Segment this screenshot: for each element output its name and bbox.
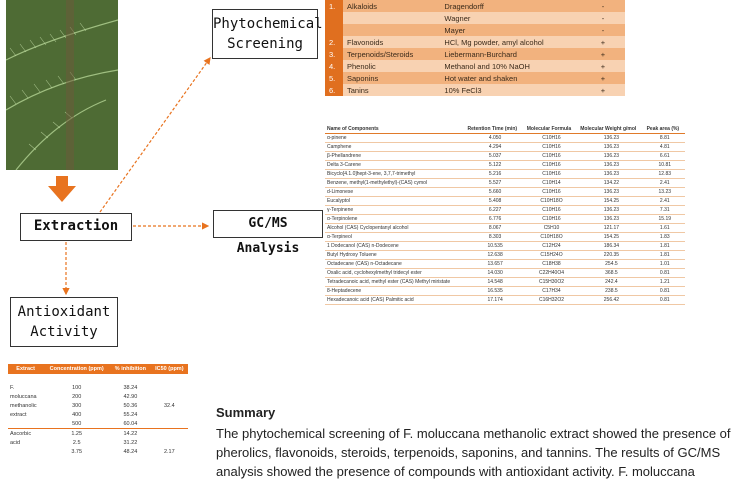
table-cell: 0.81: [645, 269, 685, 278]
result-cell: -: [601, 1, 605, 11]
summary-text: The phytochemical screening of F. moluccana methanolic extract showed the presence of pherolics, flavonoids, steroids, terpenoids, saponins, and tannins. The results of GC/MS analysis showed the presence of compounds with antioxidant activity. F. moluccana: [216, 426, 731, 479]
table-cell: 6.776: [465, 215, 524, 224]
table-cell: 8.067: [465, 224, 524, 233]
inhibition-cell: 48.24: [123, 448, 138, 455]
inhibition-cell: 50.36: [123, 402, 138, 409]
result-cell: +: [581, 36, 625, 48]
table-cell: 2.41: [645, 197, 685, 206]
ic50-cell: [151, 429, 188, 439]
table-row: [325, 251, 685, 260]
table-cell: 4.050: [465, 134, 524, 143]
compound-cell: Phenolic: [343, 60, 440, 72]
table-cell: Octadecane (CAS) n-Octadecane: [325, 260, 465, 269]
table-row: [325, 152, 685, 161]
table-row: [8, 374, 188, 383]
table-cell: Bicyclo[4.1.0]hept-3-ene, 3,7,7-trimethyl: [325, 170, 465, 179]
column-header: Concentration (ppm): [43, 364, 110, 374]
result-cell: +: [600, 73, 606, 83]
antioxidant-table: [8, 364, 188, 456]
table-row: [8, 447, 188, 456]
compound-cell: Alkaloids: [347, 1, 378, 11]
table-row: [325, 170, 685, 179]
row-number: 5.: [325, 72, 343, 84]
table-row: [325, 287, 685, 296]
table-cell: α-Terpinolene: [325, 215, 465, 224]
table-row: [325, 36, 625, 48]
table-cell: 1.83: [645, 233, 685, 242]
table-row: [325, 134, 685, 143]
test-cell: Wagner: [440, 12, 581, 24]
concentration-cell: 400: [72, 411, 82, 418]
table-row: [8, 401, 188, 410]
extract-cell: acid: [10, 439, 21, 446]
result-cell: +: [581, 60, 625, 72]
table-cell: 136.23: [578, 170, 644, 179]
extract-cell: methanolic: [10, 402, 37, 409]
test-cell: Liebermann-Burchard: [444, 49, 517, 59]
table-row: [325, 269, 685, 278]
table-cell: 2.41: [645, 179, 685, 188]
table-row: [325, 188, 685, 197]
table-cell: C12H24: [525, 242, 579, 251]
inhibition-cell: 31.22: [123, 439, 138, 446]
table-row: [8, 383, 188, 392]
table-row: [325, 206, 685, 215]
table-row: [325, 242, 685, 251]
test-cell: HCl, Mg powder, amyl alcohol: [440, 36, 581, 48]
box-label: Phytochemical: [213, 16, 323, 32]
table-cell: C10H16: [525, 161, 579, 170]
table-cell: C10H16: [525, 215, 579, 224]
table-cell: 1.81: [645, 251, 685, 260]
table-cell: 136.23: [578, 152, 644, 161]
table-cell: α-pinene: [325, 134, 465, 143]
extract-cell: moluccana: [10, 393, 37, 400]
table-row: [8, 410, 188, 419]
row-number: 4.: [325, 60, 343, 72]
table-cell: Oxalic acid, cyclohexylmethyl tridecyl ester: [325, 269, 465, 278]
table-cell: Tetradecanoic acid, methyl ester (CAS) Methyl miristate: [325, 278, 465, 287]
table-cell: C22H40O4: [525, 269, 579, 278]
concentration-cell: 300: [72, 402, 82, 409]
test-cell: 10% FeCl3: [440, 84, 581, 96]
concentration-cell: 3.75: [71, 448, 83, 455]
ic50-cell: 32.4: [163, 402, 175, 409]
compound-cell: Terpenoids/Steroids: [347, 49, 414, 59]
table-cell: C17H34: [525, 287, 579, 296]
result-cell: +: [581, 84, 625, 96]
concentration-cell: 500: [72, 420, 82, 427]
extract-cell: extract: [10, 411, 27, 418]
summary-heading: Summary: [216, 405, 276, 420]
table-cell: 0.81: [645, 296, 685, 305]
test-cell: Methanol and 10% NaOH: [440, 60, 581, 72]
test-cell: Hot water and shaken: [444, 73, 518, 83]
table-cell: C10H16: [525, 152, 579, 161]
table-cell: 8-Heptadecene: [325, 287, 465, 296]
extract-cell: F.: [10, 384, 15, 391]
row-number: 3.: [325, 48, 343, 60]
table-cell: C15H24O: [525, 251, 579, 260]
table-cell: C10H16: [525, 143, 579, 152]
table-row: [325, 60, 625, 72]
concentration-cell: 100: [72, 384, 82, 391]
table-cell: C10H18O: [525, 197, 579, 206]
column-header: Molecular Weight g/mol: [578, 125, 644, 134]
table-cell: d-Limonese: [325, 188, 465, 197]
table-row: [325, 12, 625, 24]
table-cell: 136.23: [578, 215, 644, 224]
table-cell: 368.5: [578, 269, 644, 278]
table-cell: 5.216: [465, 170, 524, 179]
table-cell: Alcohol (CAS) Cyclopentanyl alcohol: [325, 224, 465, 233]
table-row: [325, 143, 685, 152]
table-row: [325, 233, 685, 242]
table-cell: 4.81: [645, 143, 685, 152]
result-cell: +: [600, 49, 606, 59]
table-cell: C15H30O2: [525, 278, 579, 287]
table-cell: 220.35: [578, 251, 644, 260]
table-row: [325, 48, 625, 60]
table-row: [325, 260, 685, 269]
table-cell: 136.23: [578, 188, 644, 197]
table-cell: 8.303: [465, 233, 524, 242]
table-cell: 1.21: [645, 278, 685, 287]
inhibition-cell: [110, 374, 151, 383]
concentration-cell: [43, 374, 110, 383]
table-cell: 10.81: [645, 161, 685, 170]
table-cell: 15.19: [645, 215, 685, 224]
table-cell: 136.23: [578, 143, 644, 152]
extract-cell: [8, 374, 43, 383]
table-row: [325, 224, 685, 233]
table-cell: Hexadecanoic acid (CAS) Palmitic acid: [325, 296, 465, 305]
table-cell: 121.17: [578, 224, 644, 233]
test-cell: Dragendorff: [444, 1, 484, 11]
phytochemical-screening-table: [325, 0, 625, 96]
table-cell: 136.23: [578, 206, 644, 215]
table-cell: 1.61: [645, 224, 685, 233]
table-cell: C5H10: [525, 224, 579, 233]
table-cell: C10H18O: [525, 233, 579, 242]
table-cell: C10H16: [525, 188, 579, 197]
table-cell: C10H16: [525, 170, 579, 179]
table-row: [325, 197, 685, 206]
table-row: [325, 296, 685, 305]
table-cell: 14.030: [465, 269, 524, 278]
table-cell: 12.83: [645, 170, 685, 179]
table-cell: 238.5: [578, 287, 644, 296]
extract-cell: [8, 419, 43, 429]
summary-section: [216, 403, 750, 481]
table-cell: 1 Dodecanol (CAS) n-Dodecene: [325, 242, 465, 251]
compound-cell: Saponins: [347, 73, 379, 83]
box-label: Activity: [30, 324, 98, 340]
ic50-cell: 2.17: [163, 448, 175, 455]
table-cell: 134.22: [578, 179, 644, 188]
ic50-cell: [151, 438, 188, 447]
table-row: [325, 161, 685, 170]
table-row: [325, 72, 625, 84]
gcms-results-table: [325, 125, 685, 305]
compound-cell: Tanins: [343, 84, 440, 96]
table-cell: 8.81: [645, 134, 685, 143]
table-cell: 154.25: [578, 197, 644, 206]
antioxidant-activity-box: [10, 297, 118, 347]
table-cell: 10.535: [465, 242, 524, 251]
inhibition-cell: 14.22: [110, 429, 151, 439]
result-cell: -: [581, 12, 625, 24]
compound-cell: [343, 12, 440, 24]
table-cell: 14.548: [465, 278, 524, 287]
table-cell: C10H14: [525, 179, 579, 188]
gcms-analysis-box: GC/MS Analysis: [213, 210, 323, 238]
table-cell: 5.527: [465, 179, 524, 188]
table-row: [8, 419, 188, 429]
table-cell: 242.4: [578, 278, 644, 287]
table-cell: 12.638: [465, 251, 524, 260]
table-cell: 256.42: [578, 296, 644, 305]
concentration-cell: 200: [72, 393, 82, 400]
table-cell: 7.31: [645, 206, 685, 215]
ic50-cell: [151, 410, 188, 419]
table-cell: C10H16: [525, 206, 579, 215]
table-cell: 13.23: [645, 188, 685, 197]
result-cell: -: [601, 25, 605, 35]
ic50-cell: [151, 392, 188, 401]
column-header: IC50 (ppm): [151, 364, 188, 374]
column-header: Peak area (%): [645, 125, 685, 134]
table-cell: 6.61: [645, 152, 685, 161]
table-cell: 1.81: [645, 242, 685, 251]
compound-cell: Flavonoids: [343, 36, 440, 48]
table-cell: 16.535: [465, 287, 524, 296]
concentration-cell: 1.25: [43, 429, 110, 439]
table-cell: γ-Terpinene: [325, 206, 465, 215]
column-header: Molecular Formula: [525, 125, 579, 134]
ic50-cell: [151, 419, 188, 429]
table-cell: 1.01: [645, 260, 685, 269]
table-cell: 186.34: [578, 242, 644, 251]
ic50-cell: [151, 374, 188, 383]
table-cell: α-Terpineol: [325, 233, 465, 242]
row-number: 2.: [325, 36, 343, 48]
table-cell: Delta 3-Carene: [325, 161, 465, 170]
table-cell: 13.657: [465, 260, 524, 269]
table-cell: Benzene, methyl(1-methylethyl)-(CAS) cymol: [325, 179, 465, 188]
table-cell: 4.294: [465, 143, 524, 152]
test-cell: Mayer: [444, 25, 466, 35]
table-row: [8, 429, 188, 439]
table-cell: Butyl Hydroxy Toluene: [325, 251, 465, 260]
table-row: [325, 179, 685, 188]
table-row: [8, 392, 188, 401]
table-cell: 5.037: [465, 152, 524, 161]
extract-cell: [8, 447, 43, 456]
table-cell: 254.5: [578, 260, 644, 269]
table-cell: C18H38: [525, 260, 579, 269]
inhibition-cell: 55.24: [123, 411, 138, 418]
table-cell: 6.227: [465, 206, 524, 215]
table-row: [325, 215, 685, 224]
down-arrow-icon: [48, 176, 76, 202]
table-row: [8, 438, 188, 447]
ic50-cell: [151, 383, 188, 392]
compound-cell: [343, 24, 440, 36]
table-cell: 136.23: [578, 134, 644, 143]
row-number: 1.: [325, 0, 343, 12]
row-number: 6.: [325, 84, 343, 96]
table-cell: C16H32O2: [525, 296, 579, 305]
box-label: Screening: [227, 36, 303, 52]
table-row: [325, 0, 625, 12]
column-header: Name of Components: [325, 125, 465, 134]
row-number: [325, 12, 343, 24]
table-row: [325, 278, 685, 287]
table-cell: 0.81: [645, 287, 685, 296]
inhibition-cell: 60.04: [123, 420, 138, 427]
inhibition-cell: 42.90: [123, 393, 138, 400]
inhibition-cell: 38.24: [123, 384, 138, 391]
table-cell: 136.23: [578, 161, 644, 170]
table-cell: β-Phellandrene: [325, 152, 465, 161]
table-cell: 5.122: [465, 161, 524, 170]
column-header: Extract: [8, 364, 43, 374]
phytochemical-screening-box: [212, 9, 323, 59]
table-row: [325, 24, 625, 36]
table-cell: 5.660: [465, 188, 524, 197]
concentration-cell: 2.5: [72, 439, 81, 446]
table-cell: Camphene: [325, 143, 465, 152]
table-cell: 154.25: [578, 233, 644, 242]
extraction-box: Extraction: [20, 213, 132, 241]
table-cell: C10H16: [525, 134, 579, 143]
row-number: [325, 24, 343, 36]
column-header: Retention Time (min): [465, 125, 524, 134]
box-label: Antioxidant: [17, 304, 111, 320]
table-row: [325, 84, 625, 96]
table-cell: 17.174: [465, 296, 524, 305]
extract-cell: Ascorbic: [8, 429, 43, 439]
table-cell: 5.408: [465, 197, 524, 206]
table-cell: Eucalyptol: [325, 197, 465, 206]
column-header: % inhibition: [110, 364, 151, 374]
